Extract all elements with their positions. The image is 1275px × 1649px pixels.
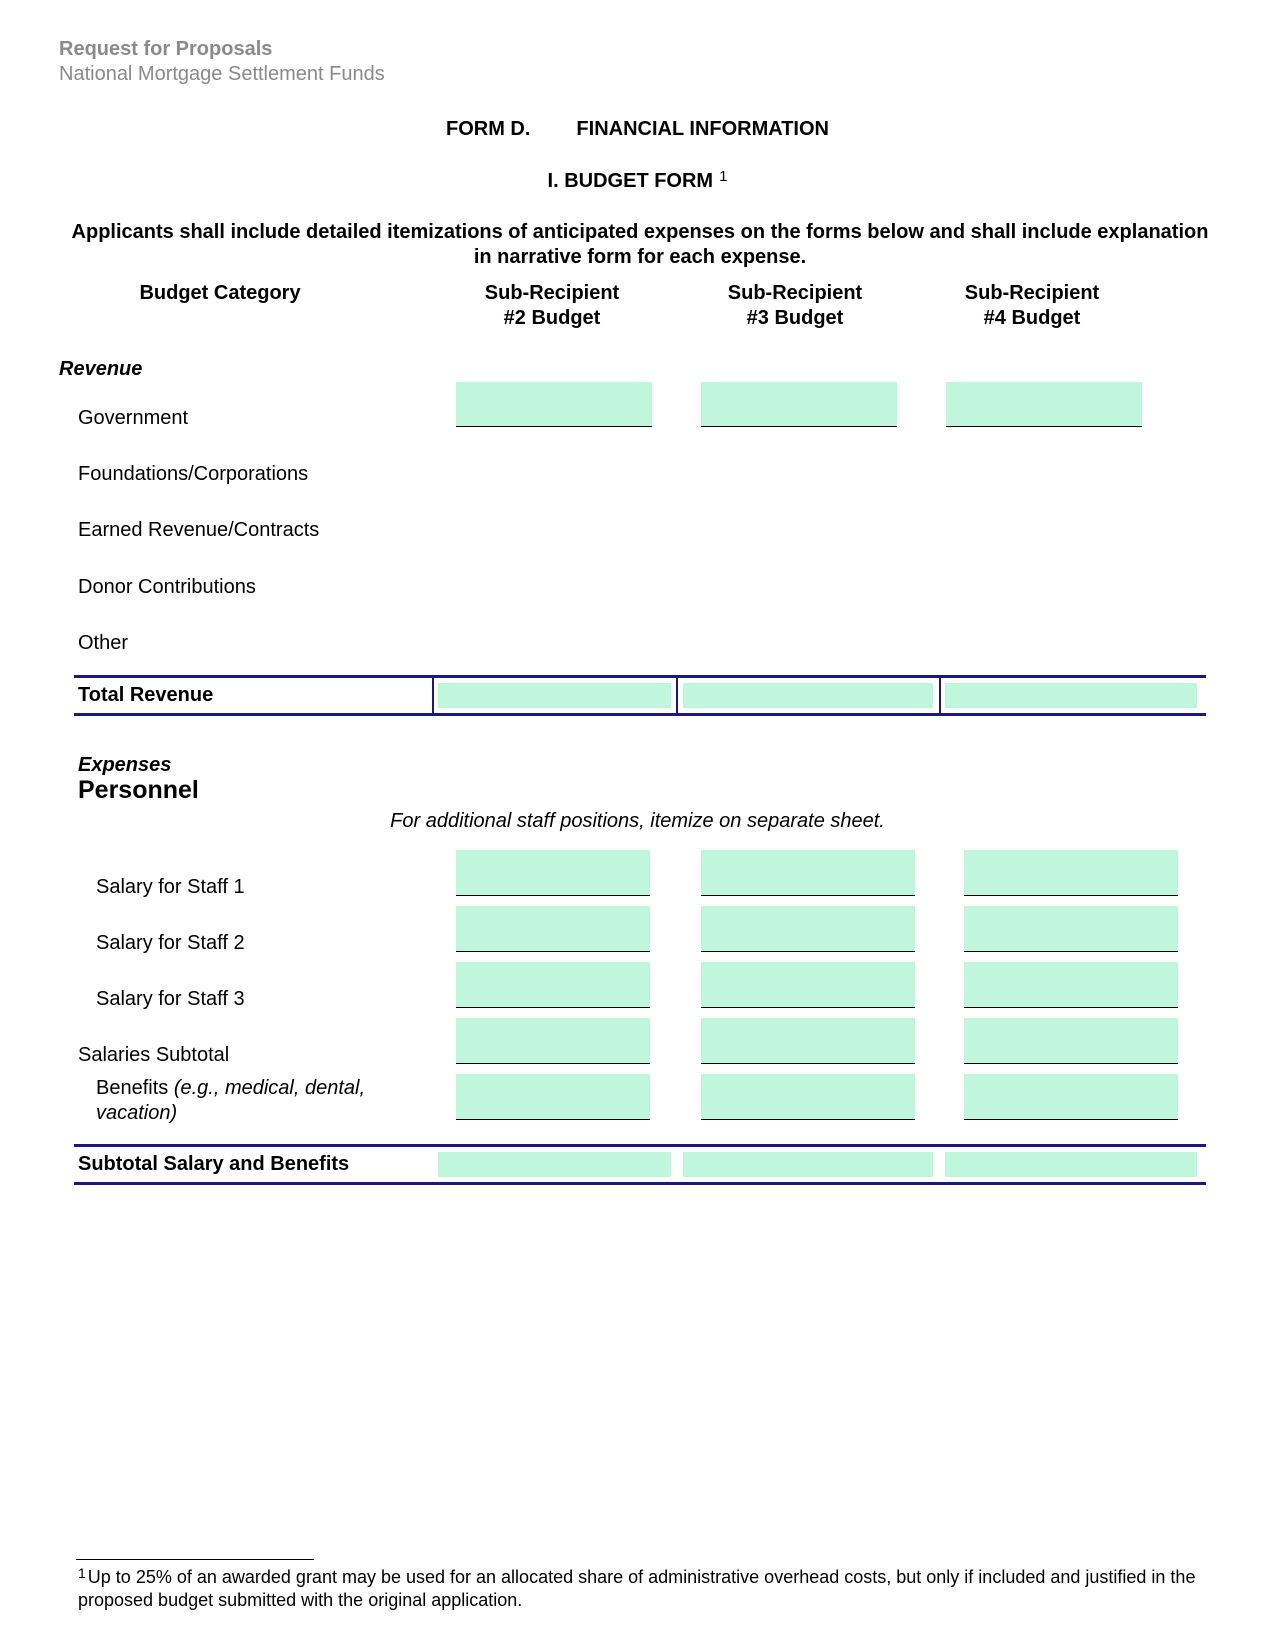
total-revenue-top-rule xyxy=(74,675,1206,678)
column-header-sub3-line2: #3 Budget xyxy=(746,307,844,329)
total-revenue-label: Total Revenue xyxy=(78,684,214,706)
benefits-note-2: vacation) xyxy=(96,1102,178,1124)
salaries-subtotal-label: Salaries Subtotal xyxy=(78,1044,230,1066)
column-header-sub4 xyxy=(932,281,1132,331)
subtotal-sub2-field[interactable] xyxy=(438,1152,671,1177)
revenue-government-sub4-input[interactable] xyxy=(946,382,1142,427)
benefits-sub4-input[interactable] xyxy=(964,1074,1178,1120)
revenue-government-sub2-input[interactable] xyxy=(456,382,652,427)
total-revenue-sub3-field[interactable] xyxy=(683,683,933,708)
footnote-text: Up to 25% of an awarded grant may be used for an allocated share of administrative overhead costs, but only if included and justified in the proposed budget submitted with the original application. xyxy=(78,1567,1196,1610)
column-header-sub4-line1: Sub-Recipient xyxy=(964,282,1100,304)
footnote-rule xyxy=(76,1559,314,1560)
staff2-sub2-input[interactable] xyxy=(456,906,650,952)
section-title xyxy=(0,168,1275,193)
subtotal-salary-benefits-label: Subtotal Salary and Benefits xyxy=(78,1153,350,1175)
column-divider xyxy=(939,675,941,716)
subtotal-bottom-rule xyxy=(74,1182,1206,1185)
column-header-sub2 xyxy=(452,281,652,331)
staff3-sub2-input[interactable] xyxy=(456,962,650,1008)
staff-row-label: Salary for Staff 3 xyxy=(96,988,245,1010)
subtotal-sub3-field[interactable] xyxy=(683,1152,933,1177)
revenue-row-label: Earned Revenue/Contracts xyxy=(78,519,320,541)
total-revenue-sub2-field[interactable] xyxy=(438,683,671,708)
rfp-header-title: Request for Proposals xyxy=(59,38,273,60)
salaries-subtotal-sub3-input[interactable] xyxy=(701,1018,915,1064)
benefits-label xyxy=(96,1076,365,1126)
salaries-subtotal-sub2-input[interactable] xyxy=(456,1018,650,1064)
section-title-text: I. BUDGET FORM xyxy=(547,170,714,192)
salaries-subtotal-sub4-input[interactable] xyxy=(964,1018,1178,1064)
staff2-sub3-input[interactable] xyxy=(701,906,915,952)
total-revenue-bottom-rule xyxy=(74,713,1206,716)
form-title xyxy=(0,118,1275,141)
column-divider xyxy=(676,675,678,716)
footnote-ref: 1 xyxy=(719,168,728,185)
column-header-sub4-line2: #4 Budget xyxy=(983,307,1081,329)
staff1-sub2-input[interactable] xyxy=(456,850,650,896)
form-name: FINANCIAL INFORMATION xyxy=(576,118,829,140)
benefits-sub2-input[interactable] xyxy=(456,1074,650,1120)
expenses-heading: Expenses xyxy=(78,754,172,776)
staff2-sub4-input[interactable] xyxy=(964,906,1178,952)
personnel-heading: Personnel xyxy=(78,776,199,804)
instructions: Applicants shall include detailed itemizations of anticipated expenses on the forms below and shall include explanation in narrative form for each expense. xyxy=(71,221,1209,268)
column-header-category: Budget Category xyxy=(139,282,301,304)
footnote-number: 1 xyxy=(78,1565,86,1581)
rfp-header-subtitle: National Mortgage Settlement Funds xyxy=(59,63,385,85)
column-header-sub3-line1: Sub-Recipient xyxy=(727,282,863,304)
revenue-row-label: Donor Contributions xyxy=(78,576,256,598)
staff-note: For additional staff positions, itemize on separate sheet. xyxy=(390,810,885,832)
column-header-sub3 xyxy=(695,281,895,331)
revenue-government-sub3-input[interactable] xyxy=(701,382,897,427)
staff3-sub3-input[interactable] xyxy=(701,962,915,1008)
total-revenue-sub4-field[interactable] xyxy=(945,683,1197,708)
column-header-sub2-line2: #2 Budget xyxy=(503,307,601,329)
benefits-label-text: Benefits xyxy=(96,1077,169,1099)
revenue-row-label: Government xyxy=(78,407,189,429)
revenue-row-label: Foundations/Corporations xyxy=(78,463,309,485)
staff-row-label: Salary for Staff 2 xyxy=(96,932,245,954)
form-id: FORM D. xyxy=(445,118,531,140)
staff1-sub3-input[interactable] xyxy=(701,850,915,896)
column-divider xyxy=(432,675,434,716)
revenue-heading: Revenue xyxy=(59,358,143,380)
revenue-row-label: Other xyxy=(78,632,129,654)
staff-row-label: Salary for Staff 1 xyxy=(96,876,245,898)
footnote xyxy=(78,1562,1228,1612)
staff3-sub4-input[interactable] xyxy=(964,962,1178,1008)
subtotal-top-rule xyxy=(74,1144,1206,1147)
staff1-sub4-input[interactable] xyxy=(964,850,1178,896)
benefits-note-1: (e.g., medical, dental, xyxy=(173,1077,366,1099)
column-header-sub2-line1: Sub-Recipient xyxy=(484,282,620,304)
benefits-sub3-input[interactable] xyxy=(701,1074,915,1120)
subtotal-sub4-field[interactable] xyxy=(945,1152,1197,1177)
